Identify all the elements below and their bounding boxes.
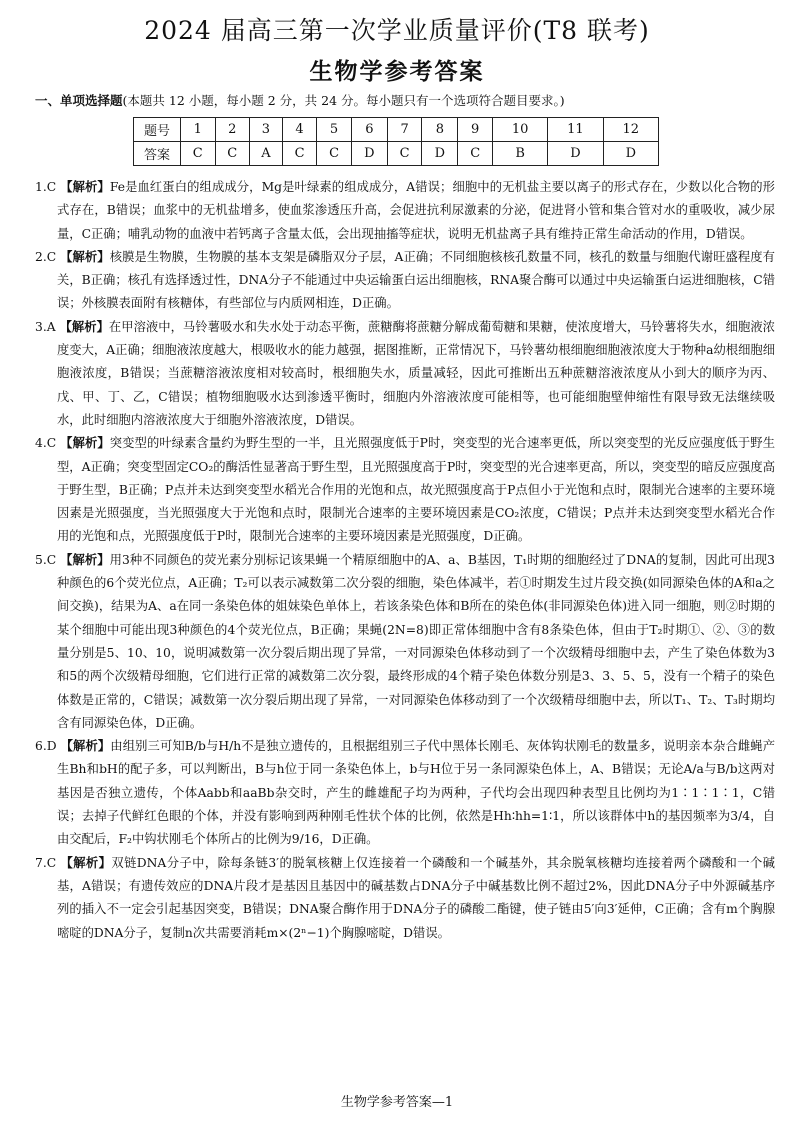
question-number: 10 — [492, 118, 547, 142]
answer-cell: D — [548, 142, 603, 166]
page-title: 2024 届高三第一次学业质量评价(T8 联考) — [144, 16, 650, 45]
page-subtitle: 生物学参考答案 — [309, 59, 485, 85]
explanation-item — [35, 549, 775, 735]
item-text: 用3种不同颜色的荧光素分别标记该果蝇一个精原细胞中的A、a、B基因，T₁时期的细胞经过了DNA的复制，因此可出现3种颜色的6个荧光位点，A正确；T₂可以表示减数第二次分裂的细胞，染色体减半，若①时期发生过片段交换(如同源染色体的A和a之间交换)，结果为A、a在同一条染色体的姐妹染色单体上，若该条染色体和B所在的染色体(非同源染色体)进入同一细胞，则②时期的某个细胞中可能出现3种颜色的4个荧光位点，B正确；果蝇(2N=8)即正常体细胞中含有8条染色体，但由于T₂时期①、②、③的数量分别是5、10、10，说明减数第一次分裂后期出现了异常，一对同源染色体移动到了一个次级精母细胞中去，产生了染色体数为3和5的两个次级精母细胞，它们进行正常的减数第二次分裂，最终形成的4个精子染色体数分别是3、3、5、5，没有一个精子的染色体数是正常的，C错误；减数第一次分裂后期出现了异常，一对同源染色体移动到了一个次级精母细胞中去，所以T₁、T₂、T₃时期均含有同源染色体，D正确。 — [57, 552, 775, 730]
analysis-tag: 【解析】 — [60, 249, 110, 264]
question-number: 2 — [215, 118, 250, 142]
answer-cell: C — [215, 142, 250, 166]
analysis-tag: 【解析】 — [60, 855, 112, 870]
answer-cell: C — [282, 142, 317, 166]
item-number: 1.C — [35, 180, 57, 194]
item-number: 3.A — [35, 319, 56, 334]
answer-table — [133, 117, 659, 166]
question-number: 3 — [250, 118, 283, 142]
analysis-tag: 【解析】 — [60, 552, 110, 567]
row-label-number: 题号 — [134, 118, 181, 142]
answer-cell: C — [458, 142, 493, 166]
question-number: 9 — [458, 118, 493, 142]
question-number: 8 — [422, 118, 458, 142]
question-number: 7 — [387, 118, 422, 142]
answer-cell: D — [603, 142, 658, 166]
page-footer: 生物学参考答案—1 — [340, 1095, 454, 1110]
item-text: 由组别三可知B/b与H/h不是独立遗传的，且根据组别三子代中黑体长刚毛、灰体钩状刚毛的数量多，说明亲本杂合雌蝇产生Bh和bH的配子多，可以判断出，B与h位于同一条染色体上，b与H位于另一条同源染色体上，A、B错误；无论A/a与B/b这两对基因是否独立遗传，个体Aabb和aaBb杂交时，产生的雌雄配子均为两种，子代均会出现四种表型且比例均为1∶1∶1∶1，C错误；去掉子代鲜红色眼的个体，并没有影响到两种刚毛性状个体的比例，依然是Hh∶hh=1∶1，所以该群体中h的基因频率为3/4，自由交配后，F₂中钩状刚毛个体所占的比例为9/16，D正确。 — [57, 739, 775, 847]
item-text: 突变型的叶绿素含量约为野生型的一半，且光照强度低于P时，突变型的光合速率更低，所以突变型的光反应强度低于野生型，A正确；突变型固定CO₂的酶活性显著高于野生型，且光照强度高于P时，突变型的光合速率更高，所以，突变型的暗反应强度高于野生型，B正确；P点并未达到突变型水稻光合作用的光饱和点，故光照强度高于P点但小于光饱和点时，限制光合速率的主要环境因素是光照强度，当光照强度大于光饱和点时，限制光合速率的主要环境因素是CO₂浓度，C错误；P点并未达到突变型水稻光合作用的光饱和点，光照强度低于P时，限制光合速率的主要环境因素是光照强度，D正确。 — [57, 436, 775, 544]
answer-cell: C — [387, 142, 422, 166]
explanation-item — [35, 735, 775, 851]
answer-cell: D — [422, 142, 458, 166]
item-number: 6.D — [35, 739, 57, 754]
explanation-item — [35, 432, 775, 548]
explanation-item — [35, 176, 775, 246]
question-number: 1 — [181, 118, 216, 142]
question-number: 4 — [282, 118, 317, 142]
question-number: 6 — [351, 118, 387, 142]
analysis-tag: 【解析】 — [59, 319, 109, 334]
item-text: 在甲溶液中，马铃薯吸水和失水处于动态平衡，蔗糖酶将蔗糖分解成葡萄糖和果糖，使浓度增大，马铃薯将失水，细胞液浓度变大，A正确；细胞液浓度越大，根吸收水的能力越强，据图推断，正常情况下，马铃薯幼根细胞细胞液浓度大于物种a幼根细胞细胞液浓度，B错误；当蔗糖溶液浓度相对较高时，根细胞失水，质量减轻，因此可推断出五种蔗糖溶液浓度从小到大的顺序为丙、戊、甲、丁、乙，C错误；植物细胞吸水达到渗透平衡时，细胞内外溶液浓度可能相等，也可能细胞壁伸缩性有限导致无法继续吸水，此时细胞内溶液浓度大于细胞外溶液浓度，D错误。 — [57, 319, 775, 427]
answer-cell: A — [250, 142, 283, 166]
item-text: 核膜是生物膜，生物膜的基本支架是磷脂双分子层，A正确；不同细胞核核孔数量不同，核孔的数量与细胞代谢旺盛程度有关，B正确；核孔有选择透过性，DNA分子不能通过中央运输蛋白运出细胞核，RNA聚合酶可以通过中央运输蛋白运进细胞核，C错误；外核膜表面附有核糖体，有些部位与内质网相连，D正确。 — [57, 249, 775, 311]
analysis-tag: 【解析】 — [60, 436, 110, 451]
explanation-list — [35, 176, 775, 945]
item-text: Fe是血红蛋白的组成成分，Mg是叶绿素的组成成分，A错误；细胞中的无机盐主要以离子的形式存在，少数以化合物的形式存在，B错误；血浆中的无机盐增多，使血浆渗透压升高，会促进抗利尿激素的分泌，促进肾小管和集合管对水的重吸收，减少尿量，C正确；哺乳动物的血液中若钙离子含量太低，会出现抽搐等症状，说明无机盐离子具有维持正常生命活动的作用，D错误。 — [57, 180, 775, 241]
item-number: 2.C — [35, 249, 57, 264]
question-number: 11 — [548, 118, 603, 142]
explanation-item — [35, 246, 775, 316]
section-title: 一、单项选择题 — [35, 93, 123, 108]
item-number: 4.C — [35, 436, 57, 451]
analysis-tag: 【解析】 — [60, 180, 110, 194]
answer-cell: D — [351, 142, 387, 166]
item-text: 双链DNA分子中，除每条链3′的脱氧核糖上仅连接着一个磷酸和一个碱基外，其余脱氧核糖均连接着两个磷酸和一个碱基，A错误；有遗传效应的DNA片段才是基因且基因中的碱基数占DNA分子中碱基数比例不超过2%，因此DNA分子中外源碱基序列的插入不一定会引起基因突变，B错误；DNA聚合酶作用于DNA分子的磷酸二酯键，使子链由5′向3′延伸，C正确；含有m个胸腺嘧啶的DNA分子，复制n次共需要消耗m×(2ⁿ−1)个胸腺嘧啶，D错误。 — [57, 855, 775, 940]
row-label-answer: 答案 — [134, 142, 181, 166]
section-heading — [35, 91, 775, 111]
question-number-row — [134, 118, 659, 142]
explanation-item — [35, 316, 775, 432]
explanation-item — [35, 852, 775, 945]
answer-cell: B — [492, 142, 547, 166]
answer-cell: C — [317, 142, 352, 166]
item-number: 7.C — [35, 855, 57, 870]
answer-row — [134, 142, 659, 166]
analysis-tag: 【解析】 — [60, 739, 111, 754]
section-note: (本题共 12 小题，每小题 2 分，共 24 分。每小题只有一个选项符合题目要求。) — [122, 93, 565, 108]
answer-cell: C — [181, 142, 216, 166]
question-number: 12 — [603, 118, 658, 142]
item-number: 5.C — [35, 552, 57, 567]
question-number: 5 — [317, 118, 352, 142]
